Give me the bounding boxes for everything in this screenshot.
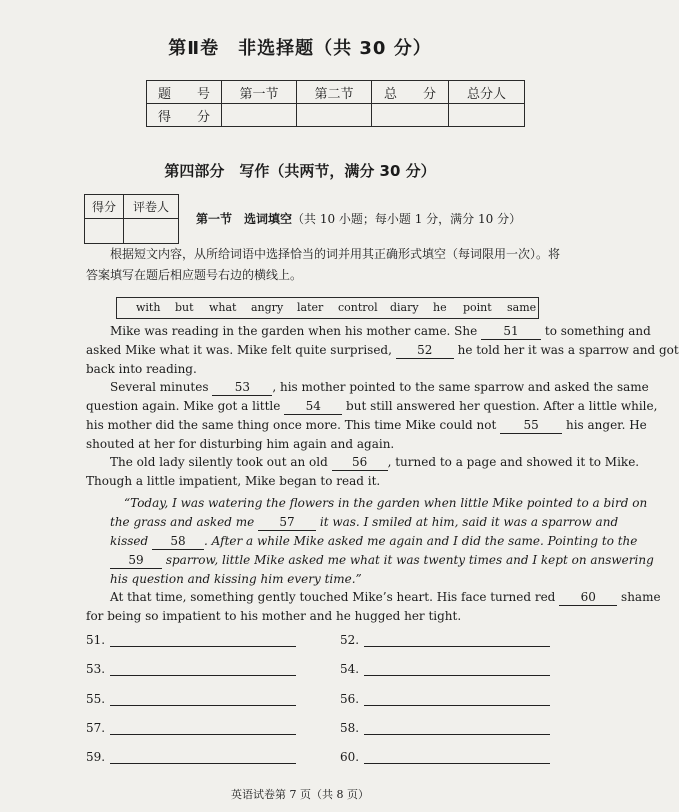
passage-line: asked Mike what it was. Mike felt quite surprised, 52 he told her it was a sparrow and got — [86, 343, 679, 357]
answer-blank-56: 56 — [332, 455, 388, 471]
answer-label: 51. — [86, 633, 106, 647]
table-cell: 得 分 — [147, 104, 222, 127]
answer-line-58[interactable] — [364, 734, 550, 735]
passage-line: “Today, I was watering the flowers in the garden when little Mike pointed to a bird on — [124, 496, 648, 510]
table-row — [147, 104, 525, 127]
table-cell: 题 号 — [147, 81, 222, 104]
answer-label: 55. — [86, 692, 106, 706]
grader-entry-cell[interactable] — [124, 219, 179, 244]
passage-line: Though a little impatient, Mike began to read it. — [86, 474, 381, 488]
word-bank-item: same — [507, 301, 537, 314]
passage-line: his question and kissing him every time.” — [110, 572, 362, 586]
score-entry-cell[interactable] — [85, 219, 124, 244]
score-table — [146, 80, 525, 127]
word-bank-item: control — [338, 301, 378, 314]
answer-label: 58. — [340, 721, 360, 735]
answer-line-51[interactable] — [110, 646, 296, 647]
answer-blank-52: 52 — [396, 343, 454, 359]
answer-blank-51: 51 — [481, 324, 541, 340]
word-bank — [116, 297, 539, 319]
passage-line: question again. Mike got a little 54 but still answered her question. After a little while, — [86, 399, 658, 413]
passage-line: At that time, something gently touched Mike’s heart. His face turned red 60 shame — [110, 590, 661, 604]
word-bank-item: but — [175, 301, 194, 314]
table-row — [85, 195, 179, 219]
table-row — [147, 81, 525, 104]
answer-label: 59. — [86, 750, 106, 764]
answer-line-60[interactable] — [364, 763, 550, 764]
answer-line-56[interactable] — [364, 705, 550, 706]
answer-line-53[interactable] — [110, 675, 296, 676]
answer-label: 52. — [340, 633, 360, 647]
passage-line: The old lady silently took out an old 56 , turned to a page and showed it to Mike. — [110, 455, 640, 469]
passage-line: Mike was reading in the garden when his mother came. She 51 to something and — [110, 324, 651, 338]
answer-label: 53. — [86, 662, 106, 676]
section-name: 第一节 选词填空 — [196, 212, 293, 226]
table-cell: 第二节 — [297, 81, 372, 104]
answer-blank-60: 60 — [559, 590, 617, 606]
word-bank-item: he — [433, 301, 447, 314]
table-cell: 总分人 — [449, 81, 525, 104]
score-entry-cell[interactable] — [222, 104, 297, 127]
section-desc: （共 10 小题；每小题 1 分，满分 10 分） — [292, 212, 522, 226]
answer-blank-54: 54 — [284, 399, 342, 415]
passage-line: 59 sparrow, little Mike asked me what it was twenty times and I kept on answering — [110, 551, 654, 570]
answer-line-59[interactable] — [110, 763, 296, 764]
answer-line-57[interactable] — [110, 734, 296, 735]
answer-label: 54. — [340, 662, 360, 676]
answer-line-52[interactable] — [364, 646, 550, 647]
passage-line: his mother did the same thing once more. This time Mike could not 55 his anger. He — [86, 418, 647, 432]
word-bank-item: point — [463, 301, 492, 314]
passage-line: for being so impatient to his mother and he hugged her tight. — [86, 609, 462, 623]
score-entry-cell[interactable] — [372, 104, 449, 127]
passage-line: kissed 58 . After a while Mike asked me again and I did the same. Pointing to the — [110, 534, 638, 548]
score-entry-cell[interactable] — [449, 104, 525, 127]
word-bank-item: what — [209, 301, 237, 314]
answer-line-54[interactable] — [364, 675, 550, 676]
word-bank-item: later — [297, 301, 324, 314]
section-title: 第Ⅱ卷 非选择题（共 30 分） — [168, 38, 432, 59]
answer-blank-57: 57 — [258, 515, 316, 531]
answer-label: 60. — [340, 750, 360, 764]
word-bank-item: diary — [390, 301, 419, 314]
table-cell: 总 分 — [372, 81, 449, 104]
answer-blank-55: 55 — [500, 418, 562, 434]
instruction-line: 根据短文内容，从所给词语中选择恰当的词并用其正确形式填空（每词限用一次）。将 — [110, 247, 561, 261]
score-entry-cell[interactable] — [297, 104, 372, 127]
instruction-line: 答案填写在题后相应题号右边的横线上。 — [86, 268, 303, 282]
passage-line: Several minutes 53 , his mother pointed to the same sparrow and asked the same — [110, 380, 649, 394]
page-footer: 英语试卷第 7 页（共 8 页） — [231, 788, 369, 801]
passage-line: the grass and asked me 57 it was. I smiled at him, said it was a sparrow and — [110, 515, 619, 529]
word-bank-item: angry — [251, 301, 284, 314]
answer-blank-53: 53 — [212, 380, 272, 396]
answer-label: 56. — [340, 692, 360, 706]
table-cell: 第一节 — [222, 81, 297, 104]
word-bank-item: with — [136, 301, 161, 314]
part-heading: 第四部分 写作（共两节，满分 30 分） — [164, 162, 436, 180]
answer-line-55[interactable] — [110, 705, 296, 706]
section-heading — [196, 210, 521, 227]
table-cell: 得分 — [85, 195, 124, 219]
answer-blank-58: 58 — [152, 534, 204, 550]
table-cell: 评卷人 — [124, 195, 179, 219]
passage-line: back into reading. — [86, 362, 197, 376]
answer-label: 57. — [86, 721, 106, 735]
answer-blank-59: 59 — [110, 553, 162, 569]
table-row — [85, 219, 179, 244]
passage-line: shouted at her for disturbing him again and again. — [86, 437, 395, 451]
grader-table — [84, 194, 179, 244]
